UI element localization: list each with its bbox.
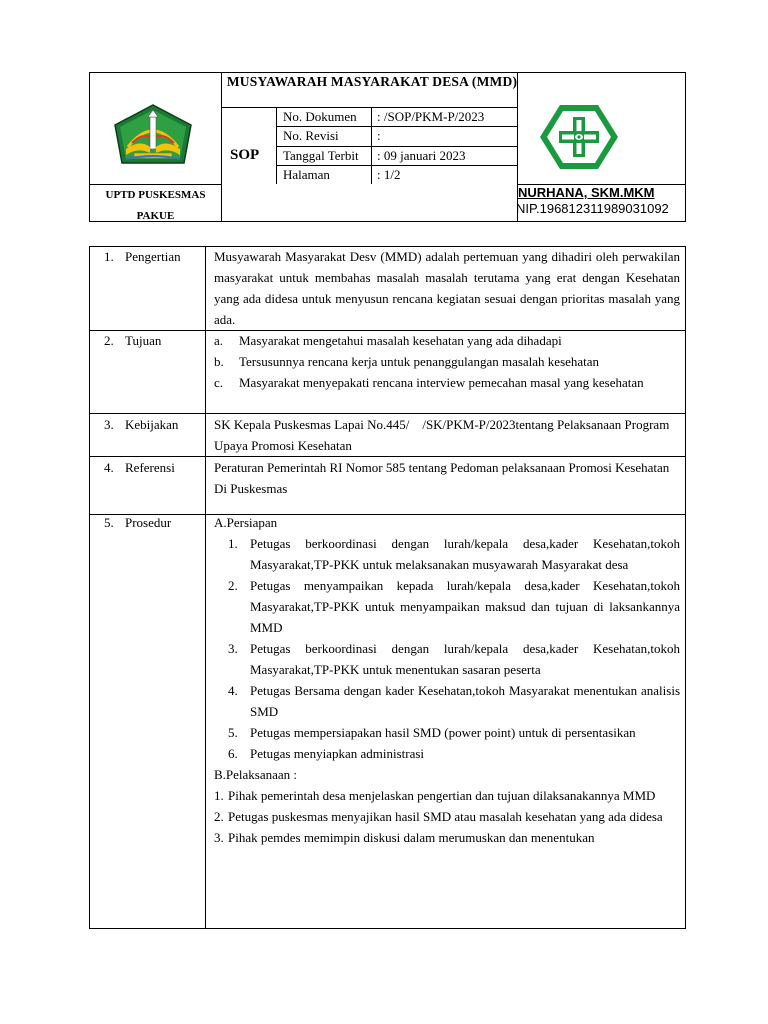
list-item-text: Tersusunnya rencana kerja untuk penanggulangan masalah kesehatan [239,354,600,369]
head-nip: NIP.196812311989031092 [516,201,669,216]
list-item [214,743,680,764]
section-number: 2. [104,333,114,348]
persiapan-list [214,533,680,764]
meta-label-issue-date: Tanggal Terbit [283,148,359,163]
referensi-text: Peraturan Pemerintah RI Nomor 585 tentang Pedoman pelaksanaan Promosi Kesehatan Di Puskesmas [214,460,670,496]
list-item-text: Masyarakat mengetahui masalah kesehatan yang ada dihadapi [239,333,562,348]
list-item-text: Petugas Bersama dengan kader Kesehatan,tokoh Masyarakat menentukan analisis SMD [250,683,680,719]
section-content-referensi [214,457,680,499]
list-marker: b. [214,354,224,369]
tujuan-list [214,330,680,393]
document-title: MUSYAWARAH MASYARAKAT DESA (MMD) [226,74,518,89]
list-item-text: Petugas berkoordinasi dengan lurah/kepala desa,kader Kesehatan,tokoh Masyarakat,TP-PKK untuk melaksanakan musyawarah Masyarakat desa [250,536,680,572]
list-marker: a. [214,333,224,348]
section-label-kebijakan [104,414,178,435]
section-title: Referensi [125,460,175,475]
header-divider [276,146,517,147]
section-label-tujuan [104,330,161,351]
list-item [214,351,680,372]
header-divider [276,126,517,127]
meta-label-page: Halaman [283,167,330,182]
list-item-text: Pihak pemdes memimpin diskusi dalam merumuskan dan menentukan [228,830,595,845]
puskesmas-logo-icon [538,103,620,171]
list-item [214,330,680,351]
meta-value-issue-date: : 09 januari 2023 [377,148,466,163]
section-label-pengertian [104,246,181,267]
list-marker: 5. [228,725,238,740]
organization-line: PAKUE [136,210,175,222]
meta-value-revision: : [377,128,381,143]
list-item [214,806,680,827]
list-item [214,722,680,743]
section-number: 3. [104,417,114,432]
meta-label-document-number: No. Dokumen [283,109,357,124]
kebijakan-text: SK Kepala Puskesmas Lapai No.445/ /SK/PKM-P/2023tentang Pelaksanaan Program Upaya Promosi Kesehatan [214,417,673,453]
list-marker: 2. [214,809,224,824]
section-label-prosedur [104,512,171,533]
list-item-text: Pihak pemerintah desa menjelaskan pengertian dan tujuan dilaksanakannya MMD [228,788,656,803]
section-content-pengertian [214,246,680,330]
list-item-text: Petugas puskesmas menyajikan hasil SMD atau masalah kesehatan yang ada didesa [228,809,663,824]
section-title: Prosedur [125,515,172,530]
meta-label-revision: No. Revisi [283,128,339,143]
organization-line: UPTD PUSKESMAS [105,189,206,201]
list-marker: 6. [228,746,238,761]
list-item [214,638,680,680]
body-divider [205,247,206,928]
list-marker: 2. [228,578,238,593]
section-number: 4. [104,460,114,475]
section-content-tujuan [214,330,680,393]
section-title: Kebijakan [125,417,179,432]
list-item [214,785,680,806]
list-item-text: Masyarakat menyepakati rencana interview pemecahan masal yang kesehatan [239,375,644,390]
pengertian-text: Musyawarah Masyarakat Desv (MMD) adalah pertemuan yang dihadiri oleh perwakilan masyarakat untuk membahas masalah masalah terutama yang erat dengan Kesehatan yang ada didesa untuk menyusun rencana kegiatan sesuai dengan prioritas masalah yang ada. [214,249,680,327]
sop-header-table [89,72,686,222]
section-number: 1. [104,249,114,264]
list-item-text: Petugas menyiapkan administrasi [250,746,425,761]
prosedur-subheading-persiapan: A.Persiapan [214,515,278,530]
meta-value-document-number: : /SOP/PKM-P/2023 [377,109,485,124]
list-marker: 3. [228,641,238,656]
head-name: NURHANA, SKM.MKM [518,185,655,200]
section-content-kebijakan [214,414,680,456]
organization-name [90,185,221,227]
list-marker: 1. [228,536,238,551]
sop-body-table [89,246,686,929]
section-content-prosedur [214,512,680,848]
section-title: Tujuan [125,333,162,348]
list-item [214,827,680,848]
list-item [214,372,680,393]
list-marker: 1. [214,788,224,803]
section-number: 5. [104,515,114,530]
section-label-referensi [104,457,175,478]
list-item-text: Petugas menyampaikan kepada lurah/kepala desa,kader Kesehatan,tokoh Masyarakat,TP-PKK untuk menyampaikan maksud dan tujuan di laksankannya MMD [250,578,680,635]
list-marker: 3. [214,830,224,845]
header-divider [221,107,517,108]
meta-value-page: : 1/2 [377,167,401,182]
header-divider [221,73,222,221]
pelaksanaan-list [214,785,680,848]
section-title: Pengertian [125,249,181,264]
list-item [214,575,680,638]
list-marker: c. [214,375,224,390]
list-item-text: Petugas berkoordinasi dengan lurah/kepala desa,kader Kesehatan,tokoh Masyarakat,TP-PKK untuk menentukan sasaran peserta [250,641,680,677]
list-item [214,533,680,575]
header-divider [276,165,517,166]
sop-label: SOP [230,147,260,163]
list-item [214,680,680,722]
regency-crest-icon [112,103,194,167]
list-marker: 4. [228,683,238,698]
prosedur-subheading-pelaksanaan: B.Pelaksanaan : [214,767,298,782]
list-item-text: Petugas mempersiapakan hasil SMD (power point) untuk di persentasikan [250,725,636,740]
